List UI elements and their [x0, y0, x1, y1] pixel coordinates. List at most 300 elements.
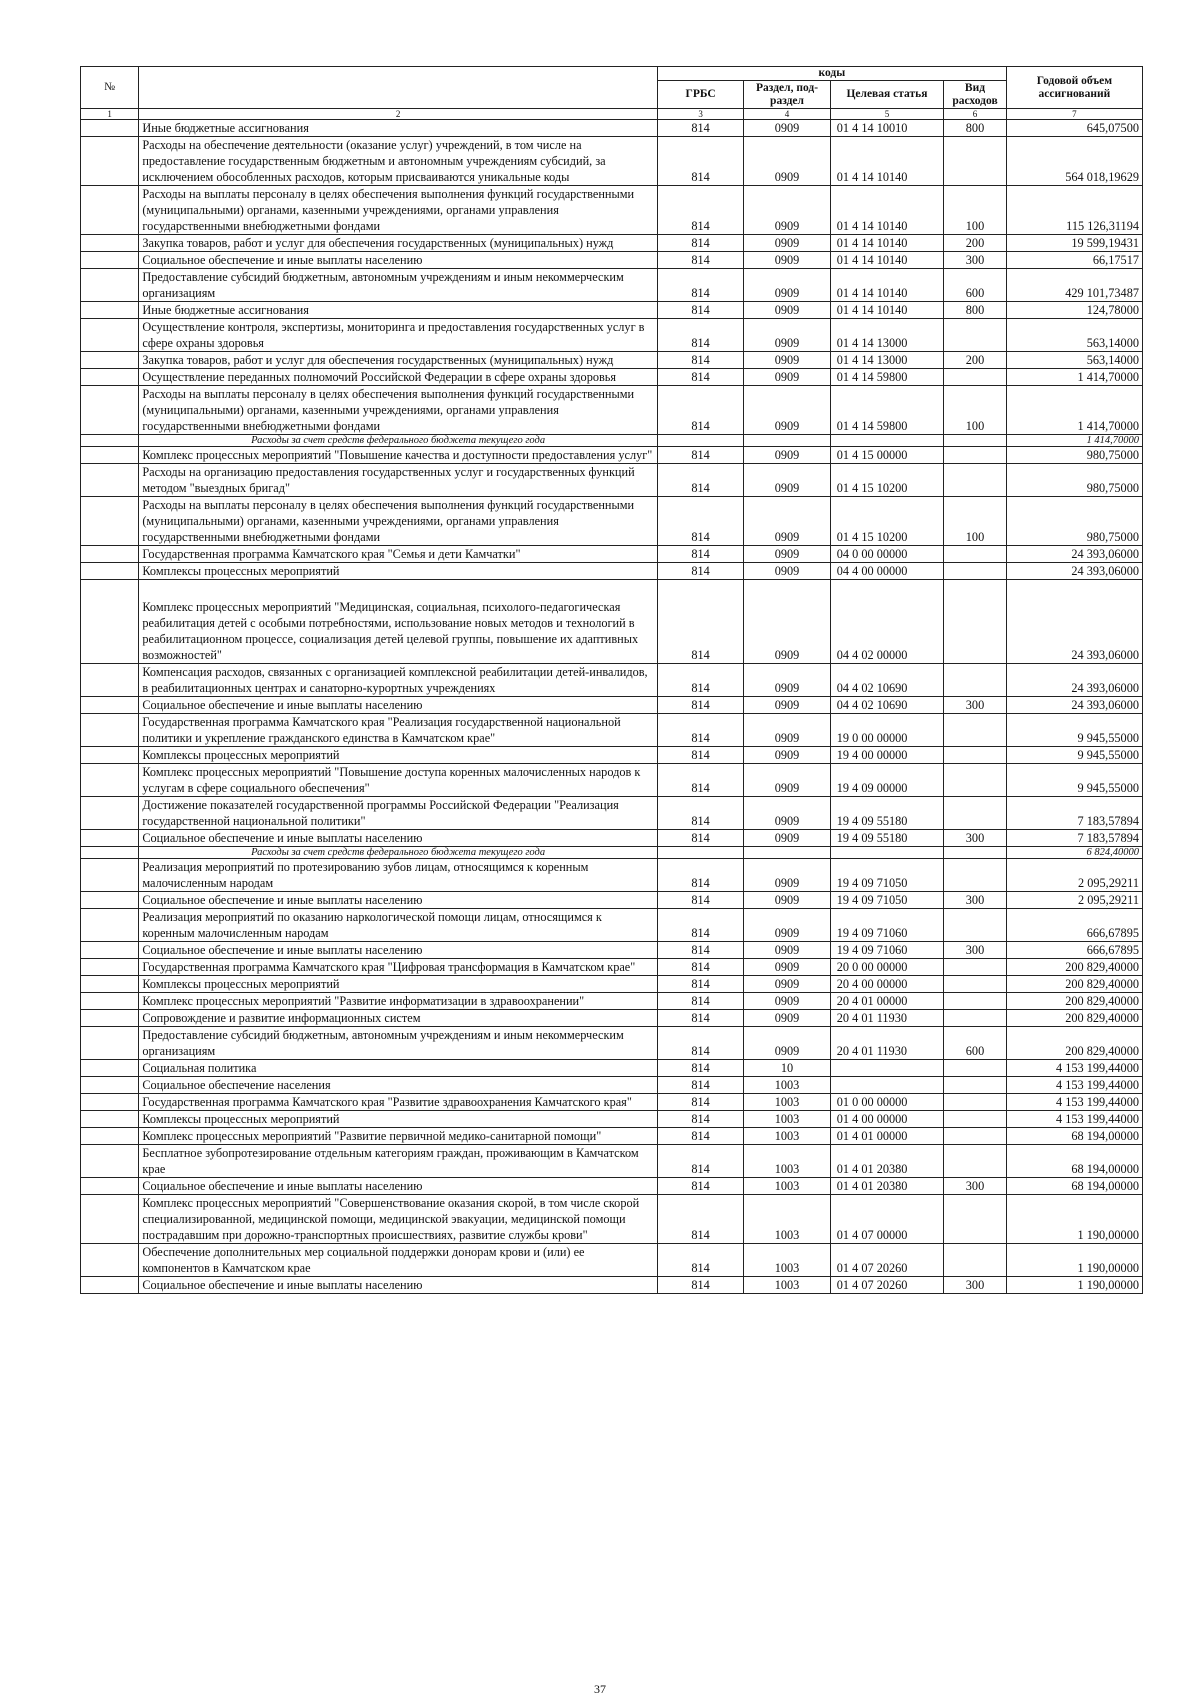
- cell-target-article: 20 4 00 00000: [830, 976, 943, 993]
- cell-expense-type: [944, 319, 1007, 352]
- cell-razdel: 1003: [744, 1111, 830, 1128]
- table-row: [81, 797, 1143, 830]
- cell-grbs: 814: [657, 386, 743, 435]
- cell-num: [81, 1027, 139, 1060]
- cell-razdel: 0909: [744, 269, 830, 302]
- cell-sum: 68 194,00000: [1006, 1178, 1142, 1195]
- table-row: [81, 1145, 1143, 1178]
- cell-razdel: 0909: [744, 942, 830, 959]
- cell-num: [81, 235, 139, 252]
- cell-sum: 115 126,31194: [1006, 186, 1142, 235]
- cell-name: Социальное обеспечение и иные выплаты населению: [139, 942, 658, 959]
- cell-name: Государственная программа Камчатского края "Семья и дети Камчатки": [139, 546, 658, 563]
- cell-razdel: 1003: [744, 1094, 830, 1111]
- cell-target-article: 01 4 00 00000: [830, 1111, 943, 1128]
- cell-expense-type: [944, 714, 1007, 747]
- cell-name: Закупка товаров, работ и услуг для обеспечения государственных (муниципальных) нужд: [139, 235, 658, 252]
- cell-expense-type: [944, 1111, 1007, 1128]
- cell-num: [81, 302, 139, 319]
- cell-grbs: 814: [657, 252, 743, 269]
- header-vr: Вид расходов: [944, 81, 1007, 109]
- cell-expense-type: [944, 976, 1007, 993]
- cell-expense-type: 200: [944, 235, 1007, 252]
- cell-name: Социальное обеспечение и иные выплаты населению: [139, 252, 658, 269]
- cell-expense-type: [944, 546, 1007, 563]
- cell-name: Реализация мероприятий по протезированию зубов лицам, относящимся к коренным малочисленным народам: [139, 859, 658, 892]
- table-row: [81, 976, 1143, 993]
- cell-grbs: 814: [657, 1195, 743, 1244]
- cell-target-article: 01 4 14 13000: [830, 319, 943, 352]
- cell-target-article: 19 4 00 00000: [830, 747, 943, 764]
- cell-grbs: 814: [657, 909, 743, 942]
- cell-expense-type: 300: [944, 892, 1007, 909]
- cell-name: Предоставление субсидий бюджетным, автономным учреждениям и иным некоммерческим организациям: [139, 1027, 658, 1060]
- cell-target-article: 19 0 00 00000: [830, 714, 943, 747]
- cell-razdel: 0909: [744, 747, 830, 764]
- cell-num: [81, 892, 139, 909]
- cell-num: [81, 942, 139, 959]
- cell-grbs: 814: [657, 664, 743, 697]
- cell-expense-type: [944, 847, 1007, 859]
- cell-grbs: 814: [657, 1178, 743, 1195]
- cell-num: [81, 352, 139, 369]
- cell-expense-type: 300: [944, 1178, 1007, 1195]
- cell-expense-type: 600: [944, 269, 1007, 302]
- cell-name: Государственная программа Камчатского края "Реализация государственной национальной политики и укрепление гражданского единства в Камчатском крае": [139, 714, 658, 747]
- table-row: [81, 302, 1143, 319]
- cell-sum: 124,78000: [1006, 302, 1142, 319]
- cell-sum: 200 829,40000: [1006, 993, 1142, 1010]
- cell-num: [81, 435, 139, 447]
- cell-num: [81, 580, 139, 664]
- cell-expense-type: 600: [944, 1027, 1007, 1060]
- cell-razdel: 0909: [744, 859, 830, 892]
- cell-num: [81, 319, 139, 352]
- cell-grbs: 814: [657, 1010, 743, 1027]
- cell-target-article: 01 4 15 10200: [830, 497, 943, 546]
- cell-razdel: 0909: [744, 386, 830, 435]
- table-row: [81, 1128, 1143, 1145]
- table-row: [81, 580, 1143, 664]
- cell-target-article: 19 4 09 00000: [830, 764, 943, 797]
- cell-expense-type: [944, 447, 1007, 464]
- cell-grbs: [657, 847, 743, 859]
- cell-expense-type: 300: [944, 830, 1007, 847]
- table-row: [81, 269, 1143, 302]
- cell-expense-type: [944, 1094, 1007, 1111]
- note-row: [81, 847, 1143, 859]
- cell-sum: 9 945,55000: [1006, 764, 1142, 797]
- cell-expense-type: [944, 435, 1007, 447]
- cell-grbs: 814: [657, 830, 743, 847]
- cell-expense-type: [944, 797, 1007, 830]
- cell-grbs: 814: [657, 859, 743, 892]
- cell-num: [81, 830, 139, 847]
- cell-razdel: 0909: [744, 697, 830, 714]
- cell-target-article: 01 4 14 10140: [830, 252, 943, 269]
- cell-sum: 1 414,70000: [1006, 435, 1142, 447]
- table-row: [81, 352, 1143, 369]
- cell-razdel: 0909: [744, 1010, 830, 1027]
- table-row: [81, 830, 1143, 847]
- table-row: [81, 959, 1143, 976]
- header-sum: Годовой объем ассигнований: [1006, 67, 1142, 109]
- table-row: [81, 1111, 1143, 1128]
- cell-num: [81, 447, 139, 464]
- cell-expense-type: [944, 764, 1007, 797]
- cell-expense-type: [944, 859, 1007, 892]
- cell-razdel: 0909: [744, 302, 830, 319]
- table-row: [81, 1195, 1143, 1244]
- cell-expense-type: 300: [944, 697, 1007, 714]
- cell-expense-type: 300: [944, 252, 1007, 269]
- cell-expense-type: [944, 1010, 1007, 1027]
- cell-razdel: 0909: [744, 764, 830, 797]
- cell-expense-type: 800: [944, 120, 1007, 137]
- index-cell: 4: [744, 109, 830, 120]
- cell-target-article: 01 4 14 10140: [830, 137, 943, 186]
- cell-num: [81, 714, 139, 747]
- cell-sum: 1 190,00000: [1006, 1195, 1142, 1244]
- table-row: [81, 1027, 1143, 1060]
- cell-name: Достижение показателей государственной программы Российской Федерации "Реализация государственной национальной политики": [139, 797, 658, 830]
- cell-grbs: 814: [657, 319, 743, 352]
- cell-name: Социальное обеспечение и иные выплаты населению: [139, 1277, 658, 1294]
- cell-sum: 4 153 199,44000: [1006, 1111, 1142, 1128]
- cell-target-article: 01 4 14 13000: [830, 352, 943, 369]
- cell-name: Комплексы процессных мероприятий: [139, 976, 658, 993]
- cell-expense-type: 800: [944, 302, 1007, 319]
- cell-num: [81, 1010, 139, 1027]
- cell-num: [81, 369, 139, 386]
- cell-target-article: 01 4 14 10010: [830, 120, 943, 137]
- cell-name: Бесплатное зубопротезирование отдельным категориям граждан, проживающим в Камчатском крае: [139, 1145, 658, 1178]
- cell-sum: 429 101,73487: [1006, 269, 1142, 302]
- cell-expense-type: [944, 959, 1007, 976]
- cell-name: Расходы на выплаты персоналу в целях обеспечения выполнения функций государственными (муниципальными) органами, казенными учреждениями, органами управления государственными внебюджетными фондами: [139, 497, 658, 546]
- table-row: [81, 1178, 1143, 1195]
- cell-expense-type: [944, 1128, 1007, 1145]
- cell-num: [81, 269, 139, 302]
- cell-num: [81, 386, 139, 435]
- cell-razdel: 0909: [744, 369, 830, 386]
- cell-target-article: 01 4 14 59800: [830, 386, 943, 435]
- cell-target-article: 19 4 09 71060: [830, 909, 943, 942]
- cell-name: Комплекс процессных мероприятий "Медицинская, социальная, психолого-педагогическая реабилитация детей с особыми потребностями, использование новых методов и технологий в реабилитационном процессе, социализация детей целевой группы, повышение их адаптивных возможностей": [139, 580, 658, 664]
- cell-razdel: 1003: [744, 1178, 830, 1195]
- cell-target-article: 19 4 09 55180: [830, 830, 943, 847]
- cell-name: Социальная политика: [139, 1060, 658, 1077]
- cell-razdel: 0909: [744, 352, 830, 369]
- cell-name: Социальное обеспечение населения: [139, 1077, 658, 1094]
- cell-target-article: [830, 1077, 943, 1094]
- cell-expense-type: [944, 464, 1007, 497]
- index-cell: 3: [657, 109, 743, 120]
- cell-name: Комплекс процессных мероприятий "Повышение доступа коренных малочисленных народов к услугам в сфере социального обеспечения": [139, 764, 658, 797]
- cell-grbs: 814: [657, 1077, 743, 1094]
- cell-razdel: 0909: [744, 797, 830, 830]
- cell-sum: 24 393,06000: [1006, 546, 1142, 563]
- cell-num: [81, 764, 139, 797]
- cell-target-article: 01 0 00 00000: [830, 1094, 943, 1111]
- cell-expense-type: [944, 747, 1007, 764]
- page-number: 37: [594, 1682, 606, 1696]
- cell-razdel: 0909: [744, 892, 830, 909]
- table-body: [81, 120, 1143, 1294]
- cell-name: Государственная программа Камчатского края "Цифровая трансформация в Камчатском крае": [139, 959, 658, 976]
- cell-razdel: 0909: [744, 546, 830, 563]
- cell-num: [81, 664, 139, 697]
- cell-name: Комплекс процессных мероприятий "Повышение качества и доступности предоставления услуг": [139, 447, 658, 464]
- cell-grbs: 814: [657, 302, 743, 319]
- cell-grbs: 814: [657, 235, 743, 252]
- cell-num: [81, 1094, 139, 1111]
- cell-grbs: 814: [657, 1060, 743, 1077]
- cell-target-article: 19 4 09 55180: [830, 797, 943, 830]
- cell-grbs: 814: [657, 714, 743, 747]
- table-row: [81, 892, 1143, 909]
- table-row: [81, 447, 1143, 464]
- cell-num: [81, 1178, 139, 1195]
- budget-table-page: [80, 66, 1143, 1294]
- index-cell: 5: [830, 109, 943, 120]
- cell-grbs: 814: [657, 764, 743, 797]
- cell-razdel: 0909: [744, 959, 830, 976]
- cell-grbs: 814: [657, 747, 743, 764]
- table-row: [81, 563, 1143, 580]
- cell-expense-type: [944, 1060, 1007, 1077]
- cell-target-article: 19 4 09 71050: [830, 859, 943, 892]
- cell-expense-type: [944, 993, 1007, 1010]
- cell-grbs: 814: [657, 497, 743, 546]
- cell-razdel: 0909: [744, 580, 830, 664]
- cell-sum: 666,67895: [1006, 909, 1142, 942]
- cell-num: [81, 252, 139, 269]
- table-row: [81, 1060, 1143, 1077]
- cell-sum: 980,75000: [1006, 447, 1142, 464]
- cell-sum: 563,14000: [1006, 352, 1142, 369]
- table-row: [81, 747, 1143, 764]
- cell-razdel: 1003: [744, 1195, 830, 1244]
- cell-sum: 1 414,70000: [1006, 386, 1142, 435]
- cell-expense-type: [944, 563, 1007, 580]
- cell-name: Социальное обеспечение и иные выплаты населению: [139, 892, 658, 909]
- cell-grbs: 814: [657, 186, 743, 235]
- cell-num: [81, 1145, 139, 1178]
- cell-grbs: 814: [657, 892, 743, 909]
- cell-razdel: 1003: [744, 1277, 830, 1294]
- cell-name: Обеспечение дополнительных мер социальной поддержки донорам крови и (или) ее компонентов в Камчатском крае: [139, 1244, 658, 1277]
- cell-grbs: 814: [657, 369, 743, 386]
- cell-num: [81, 1060, 139, 1077]
- cell-name: Реализация мероприятий по оказанию наркологической помощи лицам, относящимся к коренным малочисленным народам: [139, 909, 658, 942]
- table-row: [81, 1077, 1143, 1094]
- cell-sum: 200 829,40000: [1006, 1027, 1142, 1060]
- cell-grbs: 814: [657, 269, 743, 302]
- cell-num: [81, 186, 139, 235]
- cell-target-article: 01 4 15 00000: [830, 447, 943, 464]
- cell-sum: 24 393,06000: [1006, 697, 1142, 714]
- cell-grbs: 814: [657, 1027, 743, 1060]
- cell-target-article: 01 4 15 10200: [830, 464, 943, 497]
- cell-sum: 68 194,00000: [1006, 1145, 1142, 1178]
- cell-name: Комплексы процессных мероприятий: [139, 747, 658, 764]
- cell-razdel: 1003: [744, 1145, 830, 1178]
- cell-num: [81, 464, 139, 497]
- index-cell: 7: [1006, 109, 1142, 120]
- table-row: [81, 1244, 1143, 1277]
- table-row: [81, 1010, 1143, 1027]
- cell-target-article: 01 4 14 59800: [830, 369, 943, 386]
- cell-sum: 6 824,40000: [1006, 847, 1142, 859]
- cell-num: [81, 563, 139, 580]
- cell-razdel: 1003: [744, 1244, 830, 1277]
- cell-sum: 4 153 199,44000: [1006, 1094, 1142, 1111]
- table-row: [81, 186, 1143, 235]
- cell-grbs: 814: [657, 1277, 743, 1294]
- table-row: [81, 235, 1143, 252]
- cell-sum: 1 190,00000: [1006, 1244, 1142, 1277]
- cell-name: Осуществление контроля, экспертизы, мониторинга и предоставления государственных услуг в сфере охраны здоровья: [139, 319, 658, 352]
- cell-expense-type: [944, 137, 1007, 186]
- cell-name: Закупка товаров, работ и услуг для обеспечения государственных (муниципальных) нужд: [139, 352, 658, 369]
- cell-name: Иные бюджетные ассигнования: [139, 120, 658, 137]
- cell-name: Социальное обеспечение и иные выплаты населению: [139, 1178, 658, 1195]
- cell-name: Социальное обеспечение и иные выплаты населению: [139, 830, 658, 847]
- cell-grbs: 814: [657, 352, 743, 369]
- cell-expense-type: 300: [944, 1277, 1007, 1294]
- cell-num: [81, 909, 139, 942]
- cell-name: Комплексы процессных мероприятий: [139, 1111, 658, 1128]
- cell-target-article: 01 4 07 20260: [830, 1277, 943, 1294]
- cell-expense-type: 100: [944, 386, 1007, 435]
- cell-name: Расходы на выплаты персоналу в целях обеспечения выполнения функций государственными (муниципальными) органами, казенными учреждениями, органами управления государственными внебюджетными фондами: [139, 386, 658, 435]
- cell-razdel: 1003: [744, 1077, 830, 1094]
- cell-target-article: 20 0 00 00000: [830, 959, 943, 976]
- cell-target-article: 20 4 01 11930: [830, 1027, 943, 1060]
- cell-sum: 24 393,06000: [1006, 563, 1142, 580]
- cell-grbs: 814: [657, 447, 743, 464]
- cell-num: [81, 959, 139, 976]
- cell-num: [81, 993, 139, 1010]
- cell-razdel: 0909: [744, 664, 830, 697]
- header-name: [139, 67, 658, 109]
- header-codes: коды: [657, 67, 1006, 81]
- table-row: [81, 497, 1143, 546]
- cell-sum: 7 183,57894: [1006, 797, 1142, 830]
- budget-table: [80, 66, 1143, 1294]
- cell-razdel: 0909: [744, 319, 830, 352]
- cell-name: Предоставление субсидий бюджетным, автономным учреждениям и иным некоммерческим организациям: [139, 269, 658, 302]
- cell-sum: 66,17517: [1006, 252, 1142, 269]
- cell-sum: 68 194,00000: [1006, 1128, 1142, 1145]
- cell-expense-type: [944, 580, 1007, 664]
- cell-sum: 980,75000: [1006, 464, 1142, 497]
- cell-target-article: 04 0 00 00000: [830, 546, 943, 563]
- header-razdel: Раздел, под-раздел: [744, 81, 830, 109]
- table-row: [81, 464, 1143, 497]
- table-row: [81, 859, 1143, 892]
- cell-name: Комплекс процессных мероприятий "Совершенствование оказания скорой, в том числе скорой специализированной, медицинской помощи, медицинской эвакуации, медицинской помощи пострадавшим при дорожно-транспортных происшествиях, развитие службы крови": [139, 1195, 658, 1244]
- cell-target-article: 04 4 02 00000: [830, 580, 943, 664]
- table-row: [81, 993, 1143, 1010]
- cell-grbs: 814: [657, 137, 743, 186]
- cell-razdel: 1003: [744, 1128, 830, 1145]
- column-index-row: [81, 109, 1143, 120]
- cell-expense-type: [944, 1077, 1007, 1094]
- cell-razdel: 0909: [744, 909, 830, 942]
- cell-grbs: 814: [657, 580, 743, 664]
- cell-grbs: 814: [657, 976, 743, 993]
- index-cell: 1: [81, 109, 139, 120]
- cell-razdel: 0909: [744, 714, 830, 747]
- table-row: [81, 697, 1143, 714]
- cell-name: Расходы на организацию предоставления государственных услуг и государственных функций методом "выездных бригад": [139, 464, 658, 497]
- cell-sum: 4 153 199,44000: [1006, 1060, 1142, 1077]
- cell-expense-type: 300: [944, 942, 1007, 959]
- cell-sum: 200 829,40000: [1006, 959, 1142, 976]
- header-cs: Целевая статья: [830, 81, 943, 109]
- cell-target-article: 01 4 07 20260: [830, 1244, 943, 1277]
- cell-razdel: 0909: [744, 497, 830, 546]
- cell-target-article: 20 4 01 00000: [830, 993, 943, 1010]
- cell-num: [81, 1111, 139, 1128]
- table-row: [81, 386, 1143, 435]
- table-row: [81, 1094, 1143, 1111]
- cell-sum: 24 393,06000: [1006, 580, 1142, 664]
- cell-num: [81, 697, 139, 714]
- cell-razdel: 0909: [744, 252, 830, 269]
- cell-num: [81, 847, 139, 859]
- cell-sum: 9 945,55000: [1006, 714, 1142, 747]
- cell-expense-type: [944, 1195, 1007, 1244]
- table-row: [81, 764, 1143, 797]
- cell-sum: 1 414,70000: [1006, 369, 1142, 386]
- table-row: [81, 942, 1143, 959]
- cell-sum: 1 190,00000: [1006, 1277, 1142, 1294]
- cell-name: Расходы за счет средств федерального бюджета текущего года: [139, 435, 658, 447]
- cell-expense-type: [944, 1244, 1007, 1277]
- cell-sum: 24 393,06000: [1006, 664, 1142, 697]
- cell-expense-type: 100: [944, 497, 1007, 546]
- cell-num: [81, 497, 139, 546]
- cell-name: Комплекс процессных мероприятий "Развитие информатизации в здравоохранении": [139, 993, 658, 1010]
- table-row: [81, 319, 1143, 352]
- cell-grbs: 814: [657, 1094, 743, 1111]
- cell-razdel: 0909: [744, 563, 830, 580]
- cell-sum: 200 829,40000: [1006, 1010, 1142, 1027]
- cell-name: Осуществление переданных полномочий Российской Федерации в сфере охраны здоровья: [139, 369, 658, 386]
- cell-target-article: 20 4 01 11930: [830, 1010, 943, 1027]
- cell-sum: 980,75000: [1006, 497, 1142, 546]
- cell-grbs: 814: [657, 1128, 743, 1145]
- cell-target-article: 04 4 02 10690: [830, 664, 943, 697]
- cell-grbs: 814: [657, 464, 743, 497]
- cell-razdel: 0909: [744, 120, 830, 137]
- cell-grbs: 814: [657, 959, 743, 976]
- header-num: №: [81, 67, 139, 109]
- cell-target-article: 19 4 09 71060: [830, 942, 943, 959]
- cell-target-article: 01 4 01 00000: [830, 1128, 943, 1145]
- cell-num: [81, 1244, 139, 1277]
- header-grbs: ГРБС: [657, 81, 743, 109]
- cell-name: Комплекс процессных мероприятий "Развитие первичной медико-санитарной помощи": [139, 1128, 658, 1145]
- cell-num: [81, 1277, 139, 1294]
- cell-razdel: 0909: [744, 464, 830, 497]
- cell-name: Социальное обеспечение и иные выплаты населению: [139, 697, 658, 714]
- cell-name: Расходы на выплаты персоналу в целях обеспечения выполнения функций государственными (муниципальными) органами, казенными учреждениями, органами управления государственными внебюджетными фондами: [139, 186, 658, 235]
- cell-sum: 19 599,19431: [1006, 235, 1142, 252]
